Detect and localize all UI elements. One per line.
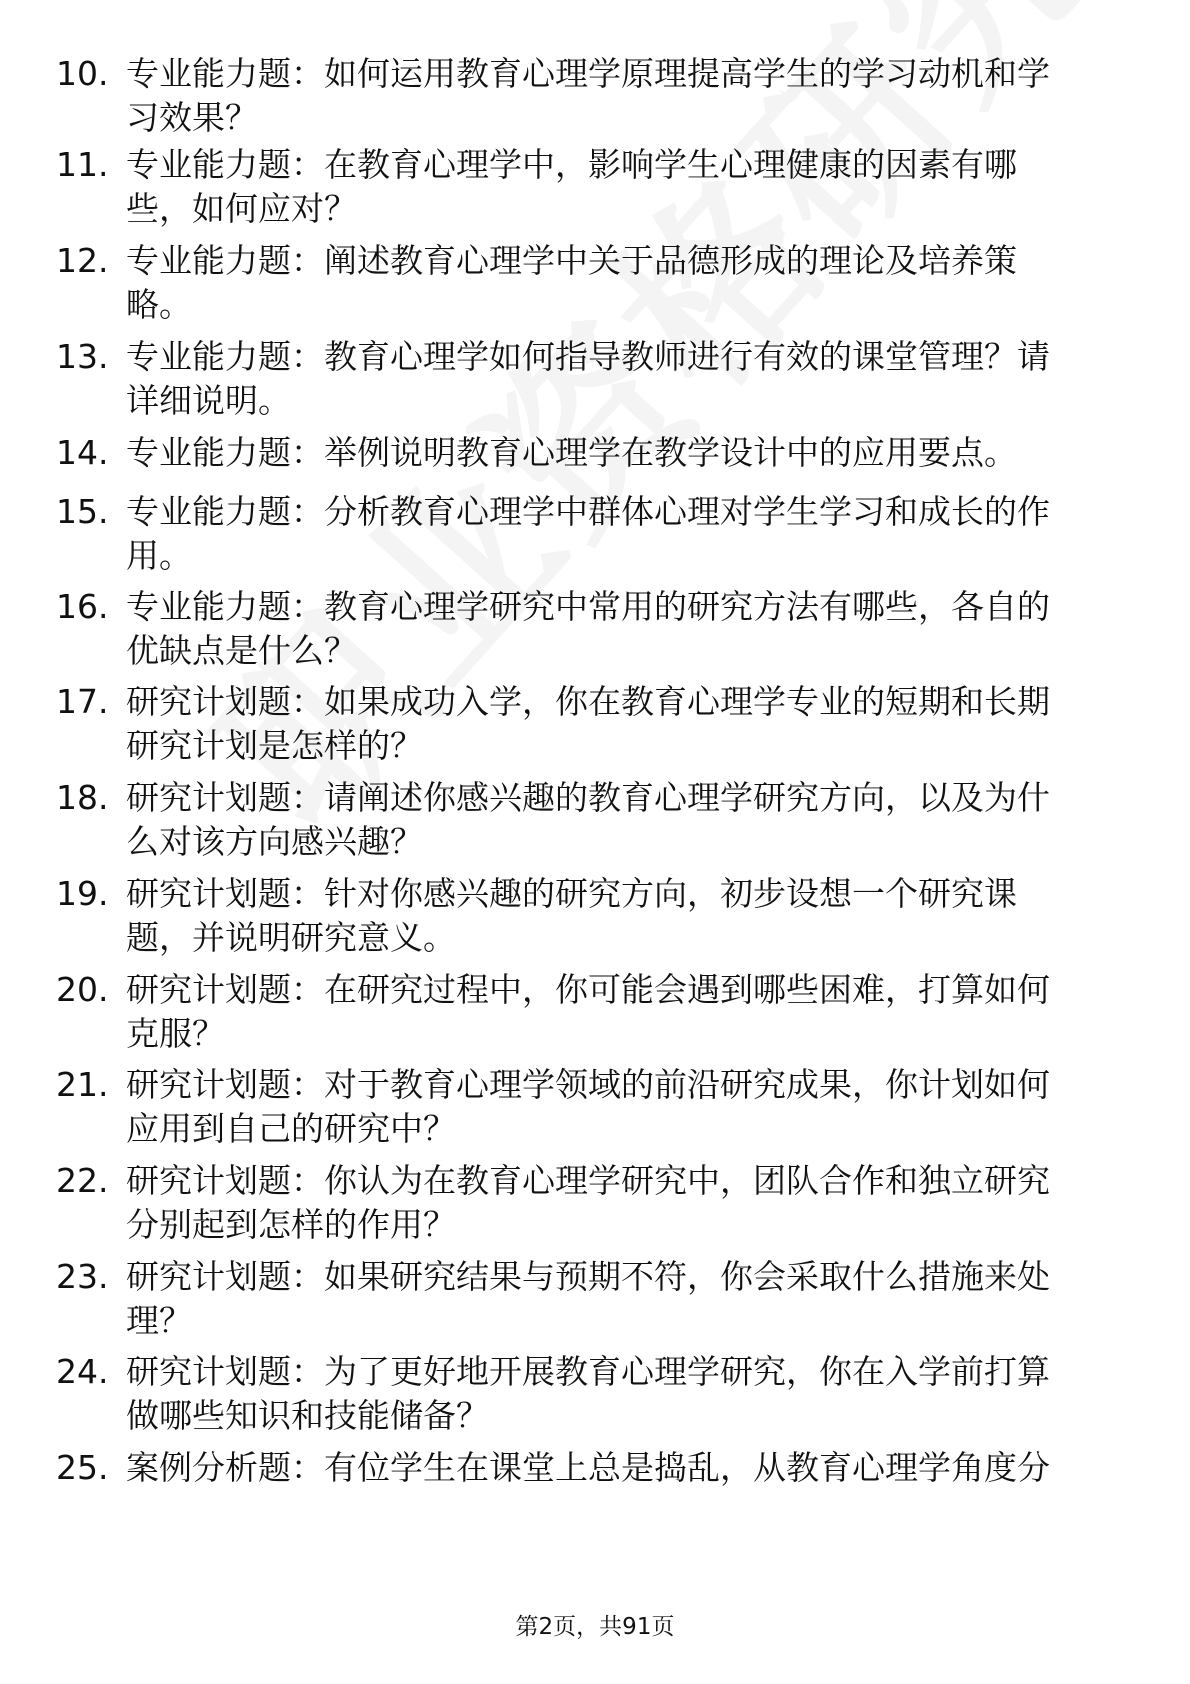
question-number: 12. [56,241,109,280]
question-line: 些，如何应对？ [126,189,357,228]
question-line: 研究计划题：请阐述你感兴趣的教育心理学研究方向，以及为什 [126,778,1050,817]
question-text [126,680,1136,768]
question-text [126,143,1136,231]
question-number: 19. [56,874,109,913]
question-text [126,431,1136,475]
question-text [126,968,1136,1056]
question-line: 研究计划题：针对你感兴趣的研究方向，初步设想一个研究课 [126,874,1017,913]
question-line: 研究计划是怎样的？ [126,726,423,765]
question-line: 题，并说明研究意义。 [126,918,456,957]
question-number: 10. [56,54,109,93]
question-number: 17. [56,682,109,721]
question-line: 分别起到怎样的作用？ [126,1205,456,1244]
question-number: 11. [56,145,109,184]
question-line: 研究计划题：你认为在教育心理学研究中，团队合作和独立研究 [126,1161,1050,1200]
question-number: 16. [56,587,109,626]
question-line: 详细说明。 [126,381,291,420]
question-number: 21. [56,1065,109,1104]
question-line: 研究计划题：如果成功入学，你在教育心理学专业的短期和长期 [126,682,1050,721]
question-number: 22. [56,1161,109,1200]
question-line: 么对该方向感兴趣？ [126,822,423,861]
question-line: 略。 [126,285,192,324]
question-number: 23. [56,1257,109,1296]
question-number: 13. [56,337,109,376]
question-line: 专业能力题：阐述教育心理学中关于品德形成的理论及培养策 [126,241,1017,280]
question-line: 理？ [126,1301,192,1340]
question-line: 研究计划题：如果研究结果与预期不符，你会采取什么措施来处 [126,1257,1050,1296]
question-line: 专业能力题：教育心理学研究中常用的研究方法有哪些，各自的 [126,587,1050,626]
page-number-label: 第2页，共91页 [515,1614,675,1640]
question-text [126,1446,1136,1490]
question-number: 15. [56,492,109,531]
question-line: 做哪些知识和技能储备？ [126,1396,489,1435]
question-text [126,776,1136,864]
question-number: 14. [56,433,109,472]
question-number: 24. [56,1352,109,1391]
question-line: 专业能力题：在教育心理学中，影响学生心理健康的因素有哪 [126,145,1017,184]
question-number: 25. [56,1448,109,1487]
question-line: 专业能力题：分析教育心理学中群体心理对学生学习和成长的作 [126,492,1050,531]
page-footer [0,1612,1190,1642]
question-text [126,490,1136,578]
question-line: 专业能力题：如何运用教育心理学原理提高学生的学习动机和学 [126,54,1050,93]
question-line: 克服？ [126,1014,225,1053]
question-text [126,1159,1136,1247]
question-number: 18. [56,778,109,817]
question-text [126,872,1136,960]
question-text [126,585,1136,673]
question-line: 应用到自己的研究中？ [126,1109,456,1148]
question-line: 研究计划题：在研究过程中，你可能会遇到哪些困难，打算如何 [126,970,1050,1009]
question-text [126,1350,1136,1438]
question-line: 研究计划题：对于教育心理学领域的前沿研究成果，你计划如何 [126,1065,1050,1104]
question-text [126,1255,1136,1343]
question-text [126,1063,1136,1151]
question-line: 用。 [126,536,192,575]
question-number: 20. [56,970,109,1009]
question-line: 专业能力题：举例说明教育心理学在教学设计中的应用要点。 [126,433,1017,472]
question-text [126,335,1136,423]
question-line: 专业能力题：教育心理学如何指导教师进行有效的课堂管理？请 [126,337,1050,376]
question-line: 习效果？ [126,98,258,137]
question-line: 研究计划题：为了更好地开展教育心理学研究，你在入学前打算 [126,1352,1050,1391]
question-line: 案例分析题：有位学生在课堂上总是捣乱，从教育心理学角度分 [126,1448,1050,1487]
question-line: 优缺点是什么？ [126,631,357,670]
question-text [126,52,1136,140]
question-text [126,239,1136,327]
